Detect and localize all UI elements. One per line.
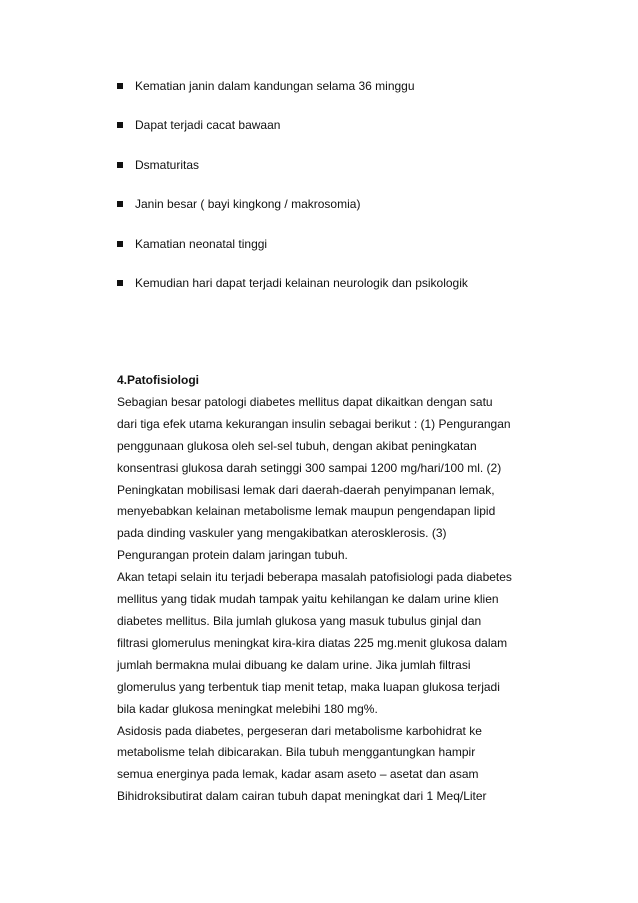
- square-bullet-icon: [117, 241, 123, 247]
- list-item-text: Dapat terjadi cacat bawaan: [135, 118, 281, 133]
- list-item: [117, 119, 597, 132]
- list-item-text: Kematian janin dalam kandungan selama 36 minggu: [135, 79, 415, 93]
- square-bullet-icon: [117, 83, 123, 89]
- square-bullet-icon: [117, 162, 123, 168]
- paragraph-line: bila kadar glukosa meningkat melebihi 180 mg%.: [117, 701, 378, 716]
- bullet-list: [117, 80, 597, 316]
- paragraph-line: filtrasi glomerulus meningkat kira-kira diatas 225 mg.menit glukosa dalam: [117, 635, 508, 650]
- paragraph-line: mellitus yang tidak mudah tampak yaitu kehilangan ke dalam urine klien: [117, 592, 499, 607]
- paragraph-line: glomerulus yang terbentuk tiap menit tetap, maka luapan glukosa terjadi: [117, 679, 500, 694]
- paragraph-line: Asidosis pada diabetes, pergeseran dari metabolisme karbohidrat ke: [117, 723, 482, 738]
- paragraph-line: konsentrasi glukosa darah setinggi 300 sampai 1200 mg/hari/100 ml. (2): [117, 460, 502, 475]
- paragraph-line: diabetes mellitus. Bila jumlah glukosa yang masuk tubulus ginjal dan: [117, 613, 482, 628]
- list-item-text: Dsmaturitas: [135, 157, 200, 172]
- paragraph-line: menyebabkan kelainan metabolisme lemak maupun pengendapan lipid: [117, 504, 496, 519]
- paragraph-line: Akan tetapi selain itu terjadi beberapa masalah patofisiologi pada diabetes: [117, 570, 512, 585]
- paragraph-line: Bihidroksibutirat dalam cairan tubuh dapat meningkat dari 1 Meq/Liter: [117, 789, 487, 804]
- list-item-text: Kamatian neonatal tinggi: [135, 236, 268, 251]
- paragraph-line: Pengurangan protein dalam jaringan tubuh.: [117, 548, 348, 563]
- list-item: [117, 198, 597, 211]
- paragraph-line: Peningkatan mobilisasi lemak dari daerah-daerah penyimpanan lemak,: [117, 482, 495, 497]
- paragraph-line: metabolisme telah dibicarakan. Bila tubuh menggantungkan hampir: [117, 745, 476, 760]
- list-item: [117, 238, 597, 251]
- square-bullet-icon: [117, 122, 123, 128]
- square-bullet-icon: [117, 280, 123, 286]
- paragraph-line: dari tiga efek utama kekurangan insulin sebagai berikut : (1) Pengurangan: [117, 416, 511, 431]
- list-item: [117, 80, 597, 93]
- list-item: [117, 277, 597, 290]
- square-bullet-icon: [117, 201, 123, 207]
- paragraph-line: jumlah bermakna mulai dibuang ke dalam urine. Jika jumlah filtrasi: [117, 657, 471, 672]
- list-item-text: Janin besar ( bayi kingkong / makrosomia): [135, 197, 361, 212]
- paragraph-line: semua energinya pada lemak, kadar asam aseto – asetat dan asam: [117, 767, 479, 782]
- section-heading: 4.Patofisiologi: [117, 373, 200, 387]
- list-item: [117, 159, 597, 172]
- list-item-text: Kemudian hari dapat terjadi kelainan neurologik dan psikologik: [135, 275, 468, 290]
- paragraph-line: penggunaan glukosa oleh sel-sel tubuh, dengan akibat peningkatan: [117, 438, 477, 453]
- paragraph-line: Sebagian besar patologi diabetes mellitus dapat dikaitkan dengan satu: [117, 394, 493, 409]
- section-body: [117, 392, 557, 808]
- paragraph-line: pada dinding vaskuler yang mengakibatkan aterosklerosis. (3): [117, 526, 447, 541]
- pathophysiology-section: [117, 370, 557, 808]
